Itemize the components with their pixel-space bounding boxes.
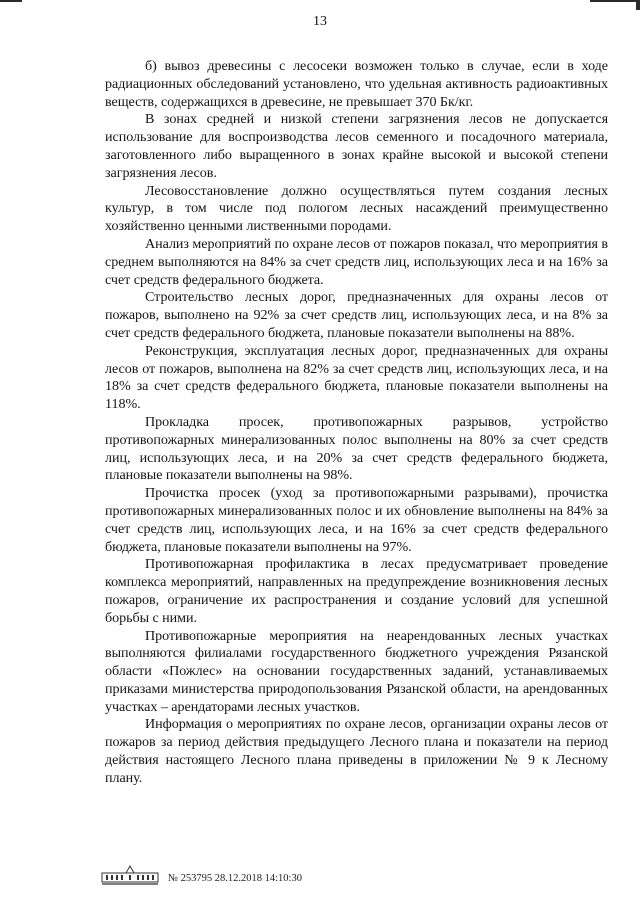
paragraph: Лесовосстановление должно осуществляться путем создания лесных культур, в том числе под пологом лесных насаждений преимущественно хозяйственно ценными лиственными породами. xyxy=(105,182,608,235)
paragraph: В зонах средней и низкой степени загрязнения лесов не допускается использование для воспроизводства лесов семенного и посадочного материала, заготовленного либо выращенного в зонах крайне высокой и высокой степени загрязнения лесов. xyxy=(105,111,608,181)
paragraph: Анализ мероприятий по охране лесов от пожаров показал, что мероприятия в среднем выполняются на 84% за счет средств лиц, использующих леса и на 16% за счет средств федерального бюджета. xyxy=(105,235,608,288)
scan-artifact xyxy=(0,0,22,2)
document-body xyxy=(105,58,608,788)
page-number: 13 xyxy=(313,14,327,29)
paragraph: Строительство лесных дорог, предназначенных для охраны лесов от пожаров, выполнено на 92% за счет средств лиц, использующих леса, и на 8% за счет средств федерального бюджета, плановые показатели выполнены на 88%. xyxy=(105,289,608,341)
registry-footer xyxy=(100,864,302,886)
paragraph: Противопожарные мероприятия на неарендованных лесных участках выполняются филиалами государственного бюджетного учреждения Рязанской области «Пожлес» на основании государственных заданий, устанавливаемых приказами министерства природопользования Рязанской области, на арендованных участках – арендаторами лесных участков. xyxy=(105,627,608,715)
paragraph: Прочистка просек (уход за противопожарными разрывами), прочистка противопожарных минерализованных полос и их обновление выполнены на 84% за счет средств лиц, использующих леса, и на 16% за счет средств федерального бюджета, плановые показатели выполнены на 97%. xyxy=(105,485,608,555)
paragraph: Противопожарная профилактика в лесах предусматривает проведение комплекса мероприятий, направленных на предупреждение возникновения лесных пожаров, ограничение их распространения и создание условий для успешной борьбы с ними. xyxy=(105,556,608,626)
paragraph: Реконструкция, эксплуатация лесных дорог, предназначенных для охраны лесов от пожаров, выполнена на 82% за счет средств лиц, использующих леса, и на 18% за счет средств федерального бюджета, плановые показатели выполнены на 118%. xyxy=(105,342,608,413)
scan-artifact xyxy=(590,0,640,2)
scan-artifact xyxy=(636,0,640,10)
paragraph: Прокладка просек, противопожарных разрывов, устройство противопожарных минерализованных полос выполнены на 80% за счет средств лиц, использующих леса, и на 20% за счет средств федерального бюджета, плановые показатели выполнены на 98%. xyxy=(105,413,608,484)
paragraph: б) вывоз древесины с лесосеки возможен только в случае, если в ходе радиационных обследований установлено, что удельная активность радиоактивных веществ, содержащихся в древесине, не превышает 370 Бк/кг. xyxy=(105,58,608,110)
registry-number-timestamp: № 253795 28.12.2018 14:10:30 xyxy=(168,873,302,884)
building-emblem-icon xyxy=(100,864,160,886)
paragraph: Информация о мероприятиях по охране лесов, организации охраны лесов от пожаров за период действия предыдущего Лесного плана и показатели на период действия настоящего Лесного плана приведены в приложении № 9 к Лесному плану. xyxy=(105,716,608,786)
